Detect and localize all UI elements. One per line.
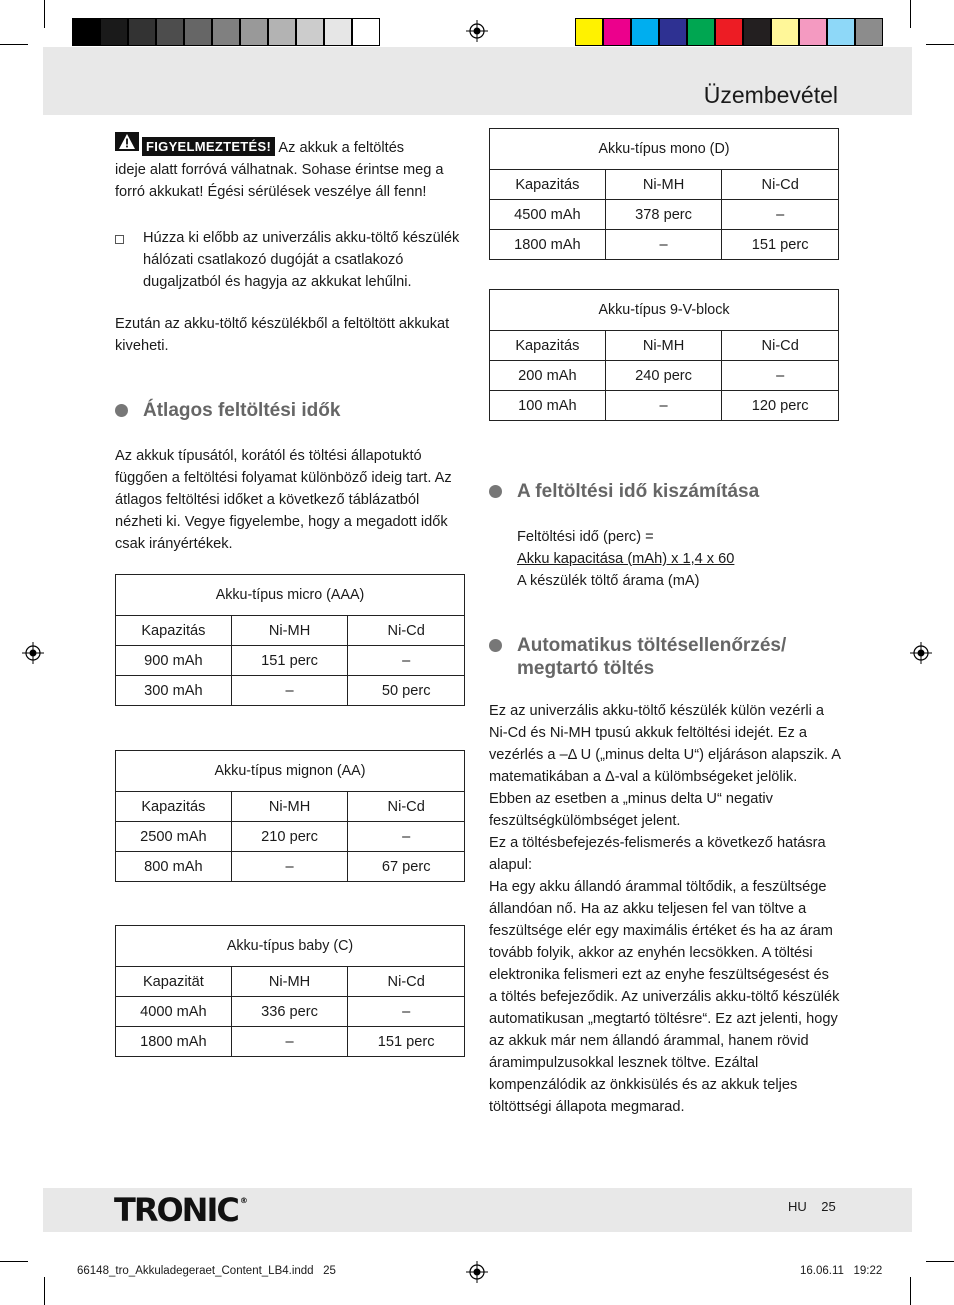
color-swatch — [268, 18, 296, 46]
table-cell: – — [231, 852, 348, 882]
table-row — [116, 1027, 465, 1057]
bullet-dot-icon — [489, 485, 502, 498]
table-header-cell: Ni-MH — [231, 792, 348, 822]
color-swatch — [240, 18, 268, 46]
imprint-file: 66148_tro_Akkuladegeraet_Content_LB4.indd 25 — [77, 1265, 336, 1277]
section-heading-average-times — [115, 399, 465, 422]
table-header-cell: Ni-Cd — [348, 792, 465, 822]
checkbox-bullet-icon — [115, 235, 124, 244]
table-cell: 151 perc — [231, 646, 348, 676]
table-row — [490, 391, 839, 421]
table-header-cell: Ni-MH — [605, 170, 722, 200]
table-cell: – — [231, 1027, 348, 1057]
formula-denominator: A készülék töltő árama (mA) — [517, 573, 700, 589]
data-table — [489, 128, 839, 260]
table-cell: 67 perc — [348, 852, 465, 882]
table-caption: Akku-típus baby (C) — [116, 926, 465, 967]
warning-badge: FIGYELMEZTETÉS! — [142, 137, 275, 156]
table-row — [116, 646, 465, 676]
crop-mark — [0, 1261, 28, 1262]
bullet-dot-icon — [115, 404, 128, 417]
paragraph: Ha egy akku állandó árammal töltődik, a feszültsége állandóan nő. Ha az akku teljesen fel van töltve a feszültsége elér egy maximális értéket és ha az áram tovább folyik, akkor az enyhén lecsökken. A töltési elektronika felismeri ezt az enyhe feszültségesést és a töltés befejeződik. Az univerzális akku-töltő készülék automatikusan „megtartó töltésre“. Ez azt jelenti, hogy az akkuk már nem állandó árammal, hanem rövid áramimpulzusokkal lesznek töltve. Ezáltal kompenzálódik az önkkisülés és az akkuk teljes töltöttségi állapota megmarad. — [489, 879, 840, 1115]
formula — [517, 526, 849, 592]
color-swatch — [352, 18, 380, 46]
section-title-line: Automatikus töltésellenőrzés/ — [517, 635, 787, 656]
right-column — [489, 480, 849, 1118]
warning-text-first: Az akkuk a feltöltés — [278, 140, 405, 156]
page-title: Üzembevétel — [703, 82, 838, 108]
table-cell: – — [605, 391, 722, 421]
registration-mark-icon — [22, 642, 44, 664]
table-cell: 50 perc — [348, 676, 465, 706]
color-swatch — [72, 18, 100, 46]
formula-numerator: Akku kapacitása (mAh) x 1,4 x 60 — [517, 551, 735, 567]
color-swatch — [575, 18, 603, 46]
table-cell: 2500 mAh — [116, 822, 232, 852]
table-d — [489, 128, 839, 260]
table-header-cell: Kapazitás — [490, 331, 606, 361]
table-caption: Akku-típus mono (D) — [490, 129, 839, 170]
table-caption: Akku-típus micro (AAA) — [116, 575, 465, 616]
color-swatch — [855, 18, 883, 46]
table-cell: 378 perc — [605, 200, 722, 230]
table-cell: 336 perc — [231, 997, 348, 1027]
color-swatch — [212, 18, 240, 46]
table-header-cell: Kapazitás — [490, 170, 606, 200]
paragraph: Ez a töltésbefejezés-felismerés a következő hatásra alapul: — [489, 835, 826, 873]
table-cell: 210 perc — [231, 822, 348, 852]
color-swatch — [100, 18, 128, 46]
registration-mark-icon — [910, 642, 932, 664]
section-title: A feltöltési idő kiszámítása — [517, 481, 760, 502]
table-header-cell: Ni-MH — [605, 331, 722, 361]
table-cell: – — [348, 997, 465, 1027]
table-9v — [489, 289, 839, 421]
table-header-cell: Ni-Cd — [722, 331, 839, 361]
table-row — [116, 997, 465, 1027]
color-swatch — [156, 18, 184, 46]
table-header-cell: Ni-MH — [231, 616, 348, 646]
table-cell: – — [348, 822, 465, 852]
table-cell: 800 mAh — [116, 852, 232, 882]
table-cell: – — [722, 361, 839, 391]
section-heading-calc — [489, 480, 849, 503]
tronic-logo: TRONIC ® — [114, 1191, 248, 1229]
section-title-line: megtartó töltés — [517, 658, 655, 679]
table-cell: 151 perc — [722, 230, 839, 260]
color-swatch — [324, 18, 352, 46]
table-cell: 151 perc — [348, 1027, 465, 1057]
table-cell: – — [605, 230, 722, 260]
table-header-cell: Kapazitás — [116, 792, 232, 822]
table-cell: 1800 mAh — [490, 230, 606, 260]
list-item — [115, 227, 465, 293]
crop-mark — [910, 0, 911, 28]
color-swatch — [827, 18, 855, 46]
table-row — [490, 200, 839, 230]
crop-mark — [44, 1277, 45, 1305]
table-cell: 200 mAh — [490, 361, 606, 391]
crop-mark — [926, 44, 954, 45]
step-text: Húzza ki előbb az univerzális akku-töltő készülék hálózati csatlakozó dugóját a csatlakozó dugaljzatból és hagyja az akkukat lehűlni. — [143, 230, 460, 290]
table-cell: 100 mAh — [490, 391, 606, 421]
crop-mark — [926, 1261, 954, 1262]
auto-text — [489, 700, 841, 1118]
table-row — [116, 676, 465, 706]
warning-block — [115, 132, 465, 203]
section-heading-auto — [489, 634, 849, 680]
table-c — [115, 925, 465, 1057]
color-swatch — [659, 18, 687, 46]
table-cell: 300 mAh — [116, 676, 232, 706]
table-header-cell: Ni-Cd — [348, 616, 465, 646]
table-cell: 900 mAh — [116, 646, 232, 676]
table-header-cell: Ni-Cd — [722, 170, 839, 200]
color-swatch — [603, 18, 631, 46]
table-cell: 240 perc — [605, 361, 722, 391]
warning-triangle-icon — [115, 132, 139, 151]
warning-text-rest: ideje alatt forróvá válhatnak. Sohase érintse meg a forró akkukat! Égési sérülések veszélye áll fenn! — [115, 162, 444, 200]
table-cell: – — [722, 200, 839, 230]
page-number: HU 25 — [788, 1199, 836, 1214]
table-aaa — [115, 574, 465, 706]
section-title: Átlagos feltöltési idők — [143, 400, 341, 421]
data-table — [115, 574, 465, 706]
data-table — [115, 925, 465, 1057]
gray-color-bar — [72, 18, 380, 46]
imprint-date: 16.06.11 19:22 — [800, 1265, 883, 1277]
color-swatch — [296, 18, 324, 46]
crop-mark — [44, 0, 45, 28]
registration-mark-icon — [466, 20, 488, 42]
paragraph: Ez az univerzális akku-töltő készülék külön vezérli a Ni-Cd és Ni-MH tpusú akkuk feltöltési idejét. Ez a vezérlés a –Δ U („minus delta U“) eljáráson alapszik. A matematikában a Δ-val a külömbségeket jelölik. Ebben az esetben a „minus delta U“ negativ feszültségkülömbséget jelent. — [489, 703, 841, 829]
left-column — [115, 132, 465, 555]
data-table — [115, 750, 465, 882]
table-header-cell: Ni-MH — [231, 967, 348, 997]
formula-line: Feltöltési idő (perc) = — [517, 529, 654, 545]
color-swatch — [715, 18, 743, 46]
section-text: Az akkuk típusától, korától és töltési állapotuktó függően a feltöltési folyamat különböző ideig tart. Az átlagos feltöltési időket a következő táblázatból nézheti ki. Vegye figyelembe, hogy a megadott idők csak irányértékek. — [115, 448, 452, 552]
table-cell: – — [348, 646, 465, 676]
after-text: Ezután az akku-töltő készülékből a feltöltött akkukat kiveheti. — [115, 316, 450, 354]
table-caption: Akku-típus mignon (AA) — [116, 751, 465, 792]
crop-mark — [910, 1277, 911, 1305]
color-swatch — [631, 18, 659, 46]
table-row — [490, 230, 839, 260]
table-cell: 1800 mAh — [116, 1027, 232, 1057]
table-cell: 120 perc — [722, 391, 839, 421]
table-cell: 4000 mAh — [116, 997, 232, 1027]
table-row — [490, 361, 839, 391]
crop-mark — [0, 44, 28, 45]
table-row — [116, 822, 465, 852]
process-color-bar — [575, 18, 883, 46]
bullet-dot-icon — [489, 639, 502, 652]
color-swatch — [799, 18, 827, 46]
table-header-cell: Ni-Cd — [348, 967, 465, 997]
table-header-cell: Kapazität — [116, 967, 232, 997]
color-swatch — [687, 18, 715, 46]
table-header-cell: Kapazitás — [116, 616, 232, 646]
color-swatch — [128, 18, 156, 46]
table-aa — [115, 750, 465, 882]
registration-mark-icon — [466, 1261, 488, 1283]
table-row — [116, 852, 465, 882]
color-swatch — [771, 18, 799, 46]
table-cell: 4500 mAh — [490, 200, 606, 230]
table-caption: Akku-típus 9-V-block — [490, 290, 839, 331]
data-table — [489, 289, 839, 421]
color-swatch — [184, 18, 212, 46]
color-swatch — [743, 18, 771, 46]
table-cell: – — [231, 676, 348, 706]
